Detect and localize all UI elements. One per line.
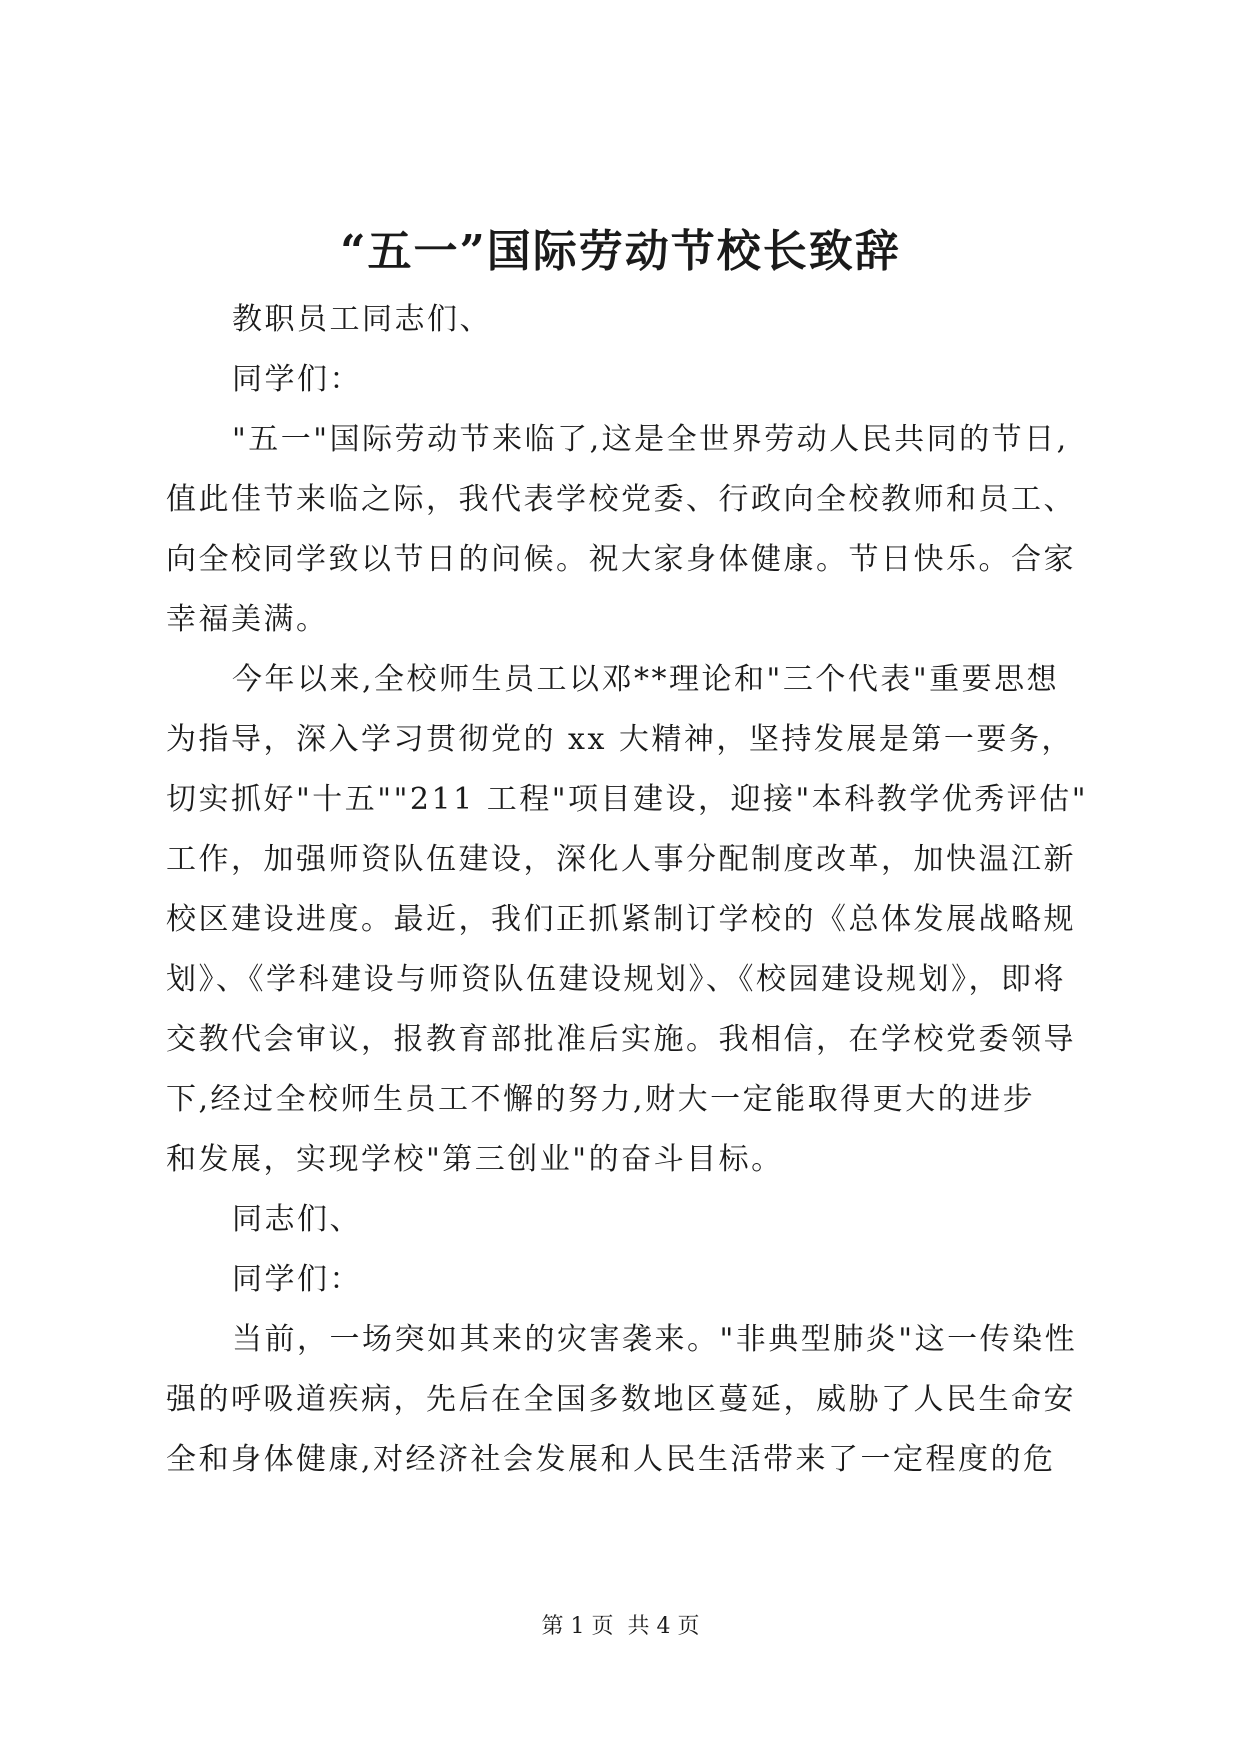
body-line: 交教代会审议，报教育部批准后实施。我相信，在学校党委领导: [166, 1022, 1076, 1057]
body-line: 同学们：: [232, 1262, 362, 1297]
body-line: 划》、《学科建设与师资队伍建设规划》、《校园建设规划》，即将: [166, 962, 1066, 997]
body-line: 为指导，深入学习贯彻党的 xx 大精神，坚持发展是第一要务，: [166, 722, 1074, 757]
body-line: 今年以来,全校师生员工以邓**理论和"三个代表"重要思想: [232, 662, 1060, 697]
body-line: 向全校同学致以节日的问候。祝大家身体健康。节日快乐。合家: [166, 542, 1076, 577]
body-line: 下,经过全校师生员工不懈的努力,财大一定能取得更大的进步: [166, 1082, 1036, 1117]
body-line: 切实抓好"十五""211 工程"项目建设，迎接"本科教学优秀评估": [166, 782, 1089, 817]
body-line: 值此佳节来临之际，我代表学校党委、行政向全校教师和员工、: [166, 482, 1076, 517]
body-line: 教职员工同志们、: [232, 302, 492, 337]
document-body: [166, 290, 1088, 1490]
body-line: 和发展，实现学校"第三创业"的奋斗目标。: [166, 1142, 784, 1177]
body-line: 当前，一场突如其来的灾害袭来。"非典型肺炎"这一传染性: [232, 1322, 1078, 1357]
body-line: 同志们、: [232, 1202, 362, 1237]
document-title: “五一”国际劳动节校长致辞: [340, 226, 901, 277]
body-line: "五一"国际劳动节来临了,这是全世界劳动人民共同的节日,: [232, 422, 1069, 457]
body-line: 强的呼吸道疾病，先后在全国多数地区蔓延，威胁了人民生命安: [166, 1382, 1076, 1417]
body-line: 工作，加强师资队伍建设，深化人事分配制度改革，加快温江新: [166, 842, 1076, 877]
body-line: 幸福美满。: [166, 602, 329, 637]
page-indicator: 第 1 页 共 4 页: [541, 1614, 700, 1639]
body-line: 校区建设进度。最近，我们正抓紧制订学校的《总体发展战略规: [166, 902, 1076, 937]
body-line: 全和身体健康,对经济社会发展和人民生活带来了一定程度的危: [166, 1442, 1056, 1477]
body-line: 同学们：: [232, 362, 362, 397]
